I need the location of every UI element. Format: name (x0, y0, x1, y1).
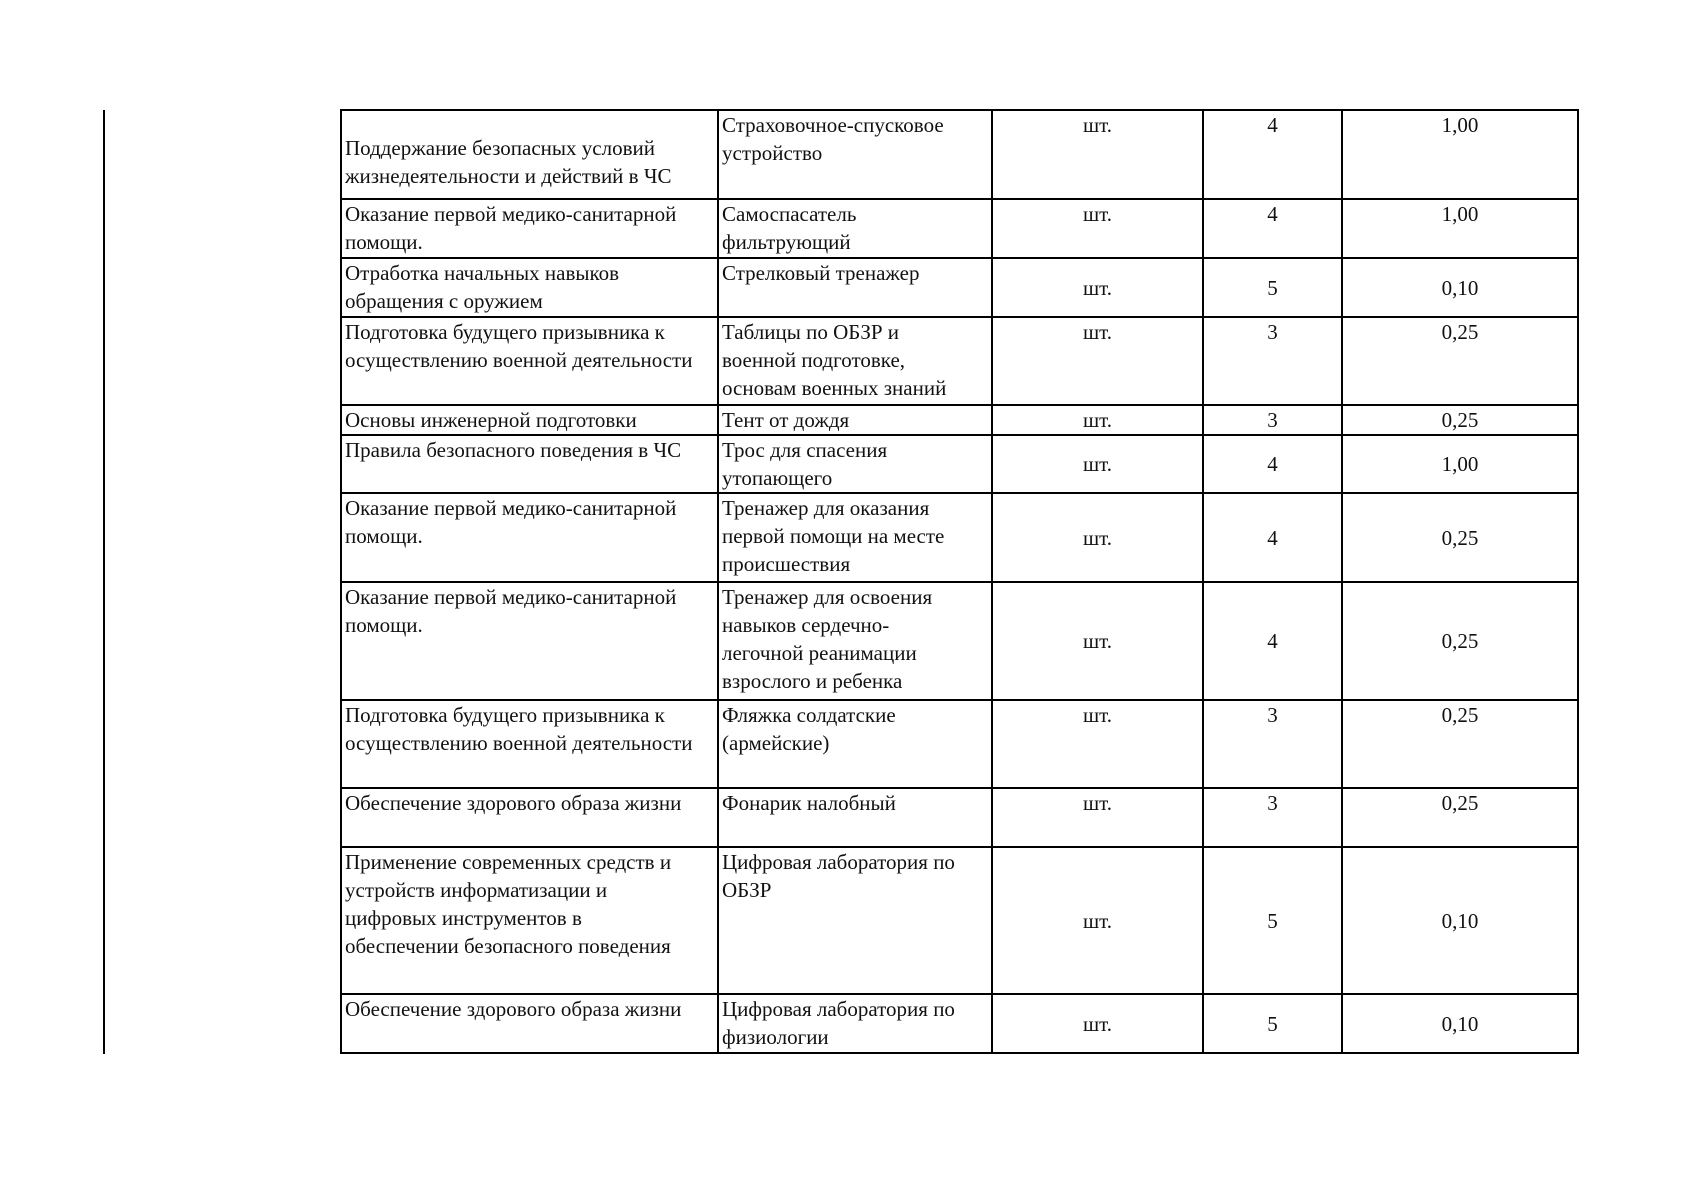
coefficient-cell: 0,25 (1342, 788, 1578, 847)
item-cell: Тент от дождя (718, 405, 992, 435)
quantity-cell: 4 (1203, 435, 1342, 493)
topic-cell: Оказание первой медико-санитарной помощи. (341, 199, 718, 258)
coefficient-cell: 0,10 (1342, 258, 1578, 317)
topic-cell: Поддержание безопасных условий жизнедеятельности и действий в ЧС (341, 110, 718, 199)
item-cell: Тренажер для оказания первой помощи на месте происшествия (718, 493, 992, 582)
coefficient-cell: 0,25 (1342, 405, 1578, 435)
topic-cell: Подготовка будущего призывника к осуществлению военной деятельности (341, 317, 718, 405)
topic-cell: Оказание первой медико-санитарной помощи. (341, 582, 718, 700)
quantity-cell: 4 (1203, 493, 1342, 582)
table-row (341, 258, 1578, 317)
table-row (341, 994, 1578, 1053)
quantity-cell: 5 (1203, 994, 1342, 1053)
item-cell: Тренажер для освоения навыков сердечно- легочной реанимации взрослого и ребенка (718, 582, 992, 700)
unit-cell: шт. (992, 258, 1203, 317)
quantity-cell: 5 (1203, 258, 1342, 317)
coefficient-cell: 0,25 (1342, 317, 1578, 405)
item-cell: Страховочное-спусковое устройство (718, 110, 992, 199)
table-row (341, 493, 1578, 582)
unit-cell: шт. (992, 405, 1203, 435)
quantity-cell: 3 (1203, 405, 1342, 435)
table-row (341, 788, 1578, 847)
coefficient-cell: 0,25 (1342, 700, 1578, 788)
topic-cell: Отработка начальных навыков обращения с оружием (341, 258, 718, 317)
coefficient-cell: 1,00 (1342, 435, 1578, 493)
item-cell: Цифровая лаборатория по физиологии (718, 994, 992, 1053)
topic-cell: Правила безопасного поведения в ЧС (341, 435, 718, 493)
quantity-cell: 4 (1203, 110, 1342, 199)
quantity-cell: 5 (1203, 847, 1342, 994)
table-row (341, 435, 1578, 493)
item-cell: Фонарик налобный (718, 788, 992, 847)
table-row (341, 582, 1578, 700)
table-row (341, 317, 1578, 405)
item-cell: Фляжка солдатские (армейские) (718, 700, 992, 788)
topic-cell: Основы инженерной подготовки (341, 405, 718, 435)
unit-cell: шт. (992, 994, 1203, 1053)
unit-cell: шт. (992, 493, 1203, 582)
topic-cell: Обеспечение здорового образа жизни (341, 994, 718, 1053)
table-row (341, 110, 1578, 199)
coefficient-cell: 1,00 (1342, 110, 1578, 199)
table-row (341, 405, 1578, 435)
quantity-cell: 4 (1203, 199, 1342, 258)
unit-cell: шт. (992, 788, 1203, 847)
equipment-table (340, 109, 1579, 1054)
table-row (341, 847, 1578, 994)
unit-cell: шт. (992, 435, 1203, 493)
topic-cell: Обеспечение здорового образа жизни (341, 788, 718, 847)
unit-cell: шт. (992, 582, 1203, 700)
coefficient-cell: 0,10 (1342, 847, 1578, 994)
table-row (341, 199, 1578, 258)
item-cell: Цифровая лаборатория по ОБЗР (718, 847, 992, 994)
table-row (341, 700, 1578, 788)
left-margin-rule (103, 110, 105, 1054)
coefficient-cell: 0,25 (1342, 493, 1578, 582)
item-cell: Самоспасатель фильтрующий (718, 199, 992, 258)
coefficient-cell: 0,25 (1342, 582, 1578, 700)
unit-cell: шт. (992, 110, 1203, 199)
item-cell: Таблицы по ОБЗР и военной подготовке, основам военных знаний (718, 317, 992, 405)
topic-cell: Оказание первой медико-санитарной помощи. (341, 493, 718, 582)
coefficient-cell: 1,00 (1342, 199, 1578, 258)
topic-cell: Применение современных средств и устройств информатизации и цифровых инструментов в обеспечении безопасного поведения (341, 847, 718, 994)
quantity-cell: 3 (1203, 317, 1342, 405)
coefficient-cell: 0,10 (1342, 994, 1578, 1053)
unit-cell: шт. (992, 700, 1203, 788)
topic-cell: Подготовка будущего призывника к осуществлению военной деятельности (341, 700, 718, 788)
unit-cell: шт. (992, 317, 1203, 405)
unit-cell: шт. (992, 847, 1203, 994)
item-cell: Стрелковый тренажер (718, 258, 992, 317)
unit-cell: шт. (992, 199, 1203, 258)
item-cell: Трос для спасения утопающего (718, 435, 992, 493)
quantity-cell: 4 (1203, 582, 1342, 700)
quantity-cell: 3 (1203, 700, 1342, 788)
quantity-cell: 3 (1203, 788, 1342, 847)
